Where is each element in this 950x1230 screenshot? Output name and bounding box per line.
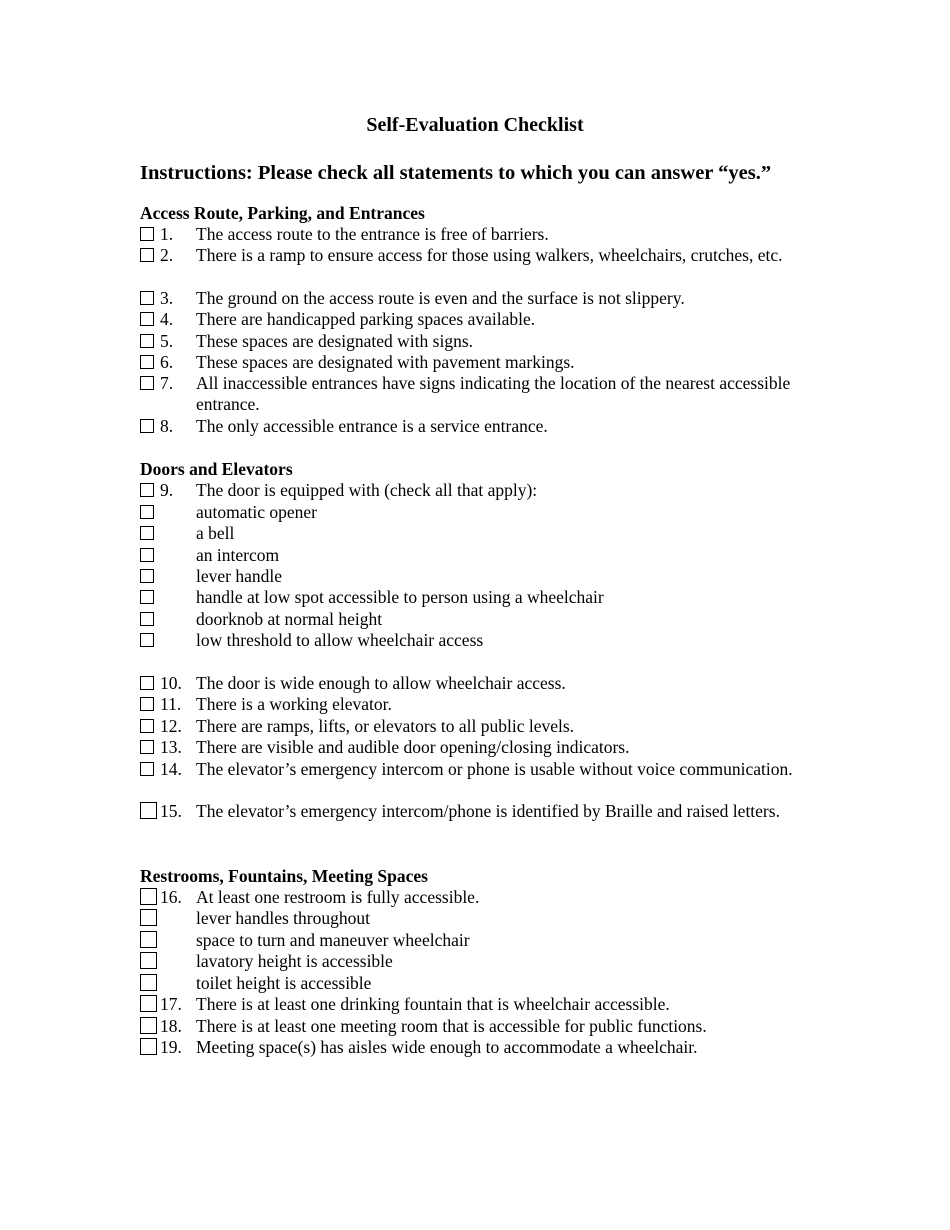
- item-text: The door is wide enough to allow wheelchair access.: [196, 673, 566, 693]
- checkbox[interactable]: [140, 291, 154, 305]
- checkbox[interactable]: [140, 334, 154, 348]
- item-text: These spaces are designated with signs.: [196, 331, 474, 351]
- checkbox[interactable]: [140, 355, 154, 369]
- checklist-item-4: [140, 309, 820, 330]
- checkbox[interactable]: [140, 633, 154, 647]
- checklist-item-13: [140, 737, 820, 758]
- checkbox[interactable]: [140, 248, 154, 262]
- item-text: lever handles throughout: [196, 908, 370, 928]
- item-number: 3.: [160, 288, 174, 308]
- checkbox[interactable]: [140, 312, 154, 326]
- item-text: There is at least one drinking fountain that is wheelchair accessible.: [196, 994, 670, 1014]
- checklist-item-14: [140, 759, 820, 780]
- item-text: These spaces are designated with pavement markings.: [196, 352, 575, 372]
- item-number: 14.: [160, 759, 182, 779]
- item-text: an intercom: [196, 545, 280, 565]
- checklist-item-15: [140, 801, 820, 822]
- checklist-subitem: [140, 951, 820, 972]
- checklist-item-19: [140, 1037, 820, 1058]
- checklist-item-5: [140, 331, 820, 352]
- item-text: The access route to the entrance is free of barriers.: [196, 224, 549, 244]
- checkbox[interactable]: [140, 802, 157, 819]
- item-number: 9.: [160, 480, 174, 500]
- checkbox[interactable]: [140, 612, 154, 626]
- checklist-subitem: [140, 587, 820, 608]
- item-text: automatic opener: [196, 502, 317, 522]
- item-number: 10.: [160, 673, 182, 693]
- checkbox[interactable]: [140, 505, 154, 519]
- item-text: There are ramps, lifts, or elevators to all public levels.: [196, 716, 575, 736]
- item-text: The door is equipped with (check all that apply):: [196, 480, 538, 500]
- item-text: There is at least one meeting room that is accessible for public functions.: [196, 1016, 707, 1036]
- checkbox[interactable]: [140, 995, 157, 1012]
- checklist-item-9: [140, 480, 820, 501]
- item-number: 5.: [160, 331, 174, 351]
- item-text: lever handle: [196, 566, 282, 586]
- checkbox[interactable]: [140, 931, 157, 948]
- checklist-item-8: [140, 416, 820, 437]
- checkbox[interactable]: [140, 676, 154, 690]
- item-text: toilet height is accessible: [196, 973, 372, 993]
- item-text: All inaccessible entrances have signs indicating the location of the nearest accessible entrance.: [196, 373, 791, 415]
- item-number: 4.: [160, 309, 174, 329]
- item-text: low threshold to allow wheelchair access: [196, 630, 484, 650]
- checklist-subitem: [140, 545, 820, 566]
- item-number: 17.: [160, 994, 182, 1014]
- section-heading-access: Access Route, Parking, and Entrances: [140, 203, 425, 223]
- checkbox[interactable]: [140, 590, 154, 604]
- item-number: 2.: [160, 245, 174, 265]
- checkbox[interactable]: [140, 762, 154, 776]
- checklist-item-1: [140, 224, 820, 245]
- checklist-item-18: [140, 1016, 820, 1037]
- item-text: a bell: [196, 523, 235, 543]
- item-text: The ground on the access route is even and the surface is not slippery.: [196, 288, 685, 308]
- item-number: 8.: [160, 416, 174, 436]
- item-text: There are handicapped parking spaces available.: [196, 309, 536, 329]
- item-text: There is a ramp to ensure access for those using walkers, wheelchairs, crutches, etc.: [196, 245, 783, 265]
- checkbox[interactable]: [140, 526, 154, 540]
- item-number: 7.: [160, 373, 174, 393]
- checklist-item-2: [140, 245, 820, 266]
- item-text: At least one restroom is fully accessible.: [196, 887, 480, 907]
- checkbox[interactable]: [140, 548, 154, 562]
- item-number: 19.: [160, 1037, 182, 1057]
- item-text: space to turn and maneuver wheelchair: [196, 930, 470, 950]
- item-number: 15.: [160, 801, 182, 821]
- section-heading-doors: Doors and Elevators: [140, 459, 293, 479]
- item-text: The elevator’s emergency intercom/phone is identified by Braille and raised letters.: [196, 801, 780, 821]
- item-number: 1.: [160, 224, 174, 244]
- checklist-item-3: [140, 288, 820, 309]
- item-number: 11.: [160, 694, 182, 714]
- checkbox[interactable]: [140, 740, 154, 754]
- item-number: 16.: [160, 887, 182, 907]
- checkbox[interactable]: [140, 974, 157, 991]
- checklist-subitem: [140, 630, 820, 651]
- checklist-item-10: [140, 673, 820, 694]
- item-text: The elevator’s emergency intercom or phone is usable without voice communication.: [196, 759, 793, 779]
- item-text: Meeting space(s) has aisles wide enough to accommodate a wheelchair.: [196, 1037, 698, 1057]
- checkbox[interactable]: [140, 952, 157, 969]
- checklist-subitem: [140, 502, 820, 523]
- checkbox[interactable]: [140, 888, 157, 905]
- checkbox[interactable]: [140, 719, 154, 733]
- section-heading-restrooms: Restrooms, Fountains, Meeting Spaces: [140, 866, 428, 886]
- checklist-item-11: [140, 694, 820, 715]
- checkbox[interactable]: [140, 483, 154, 497]
- checklist-subitem: [140, 908, 820, 929]
- checklist-subitem: [140, 566, 820, 587]
- item-text: There are visible and audible door opening/closing indicators.: [196, 737, 630, 757]
- checklist-subitem: [140, 523, 820, 544]
- checkbox[interactable]: [140, 909, 157, 926]
- item-number: 18.: [160, 1016, 182, 1036]
- checkbox[interactable]: [140, 569, 154, 583]
- checklist-item-7: [140, 373, 820, 416]
- item-text: lavatory height is accessible: [196, 951, 393, 971]
- item-text: There is a working elevator.: [196, 694, 392, 714]
- checkbox[interactable]: [140, 419, 154, 433]
- checklist-item-16: [140, 887, 820, 908]
- item-number: 6.: [160, 352, 174, 372]
- checkbox[interactable]: [140, 1038, 157, 1055]
- item-number: 13.: [160, 737, 182, 757]
- checklist-item-12: [140, 716, 820, 737]
- checklist-item-17: [140, 994, 820, 1015]
- item-text: handle at low spot accessible to person using a wheelchair: [196, 587, 604, 607]
- checkbox[interactable]: [140, 697, 154, 711]
- checkbox[interactable]: [140, 376, 154, 390]
- instructions: Instructions: Please check all statements to which you can answer “yes.”: [140, 162, 772, 184]
- page-title: Self-Evaluation Checklist: [366, 114, 584, 136]
- checklist-subitem: [140, 973, 820, 994]
- checkbox[interactable]: [140, 1017, 157, 1034]
- item-text: The only accessible entrance is a service entrance.: [196, 416, 548, 436]
- checklist-subitem: [140, 930, 820, 951]
- checklist-item-6: [140, 352, 820, 373]
- item-number: 12.: [160, 716, 182, 736]
- checkbox[interactable]: [140, 227, 154, 241]
- checklist-subitem: [140, 609, 820, 630]
- item-text: doorknob at normal height: [196, 609, 383, 629]
